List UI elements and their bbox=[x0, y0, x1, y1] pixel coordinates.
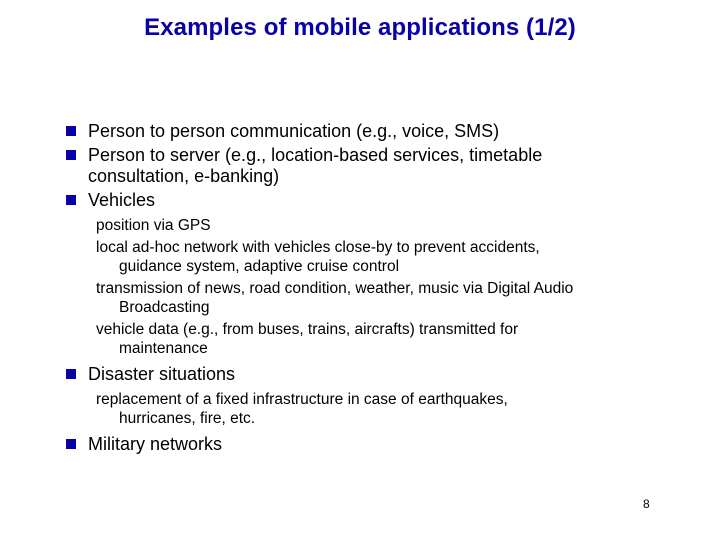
sub-item bbox=[96, 238, 686, 276]
sub-item-text-cont: guidance system, adaptive cruise control bbox=[119, 258, 400, 275]
page-number: 8 bbox=[643, 497, 650, 511]
bullet-list bbox=[66, 121, 686, 455]
bullet-item bbox=[66, 121, 686, 142]
bullet-text-line: consultation, e-banking) bbox=[88, 166, 280, 186]
sub-list bbox=[96, 390, 686, 428]
sub-item-text-cont: Broadcasting bbox=[119, 299, 210, 316]
bullet-text: Person to person communication (e.g., voice, SMS) bbox=[88, 121, 500, 141]
bullet-text: Disaster situations bbox=[88, 364, 236, 384]
slide-title: Examples of mobile applications (1/2) bbox=[144, 14, 576, 41]
sub-item-text: position via GPS bbox=[96, 217, 211, 234]
bullet-text bbox=[88, 145, 686, 187]
square-bullet-icon bbox=[66, 126, 76, 136]
sub-item-text: vehicle data (e.g., from buses, trains, aircrafts) transmitted for bbox=[96, 321, 519, 338]
sub-item bbox=[96, 390, 686, 428]
sub-item bbox=[96, 320, 686, 358]
sub-item bbox=[96, 216, 686, 235]
sub-list bbox=[96, 216, 686, 358]
bullet-text: Military networks bbox=[88, 434, 223, 454]
square-bullet-icon bbox=[66, 369, 76, 379]
sub-item-text-cont: maintenance bbox=[119, 340, 208, 357]
bullet-item bbox=[66, 190, 686, 211]
sub-item-text: replacement of a fixed infrastructure in case of earthquakes, bbox=[96, 391, 508, 408]
square-bullet-icon bbox=[66, 439, 76, 449]
bullet-item bbox=[66, 145, 686, 187]
bullet-text: Vehicles bbox=[88, 190, 156, 210]
bullet-text-line: Person to server (e.g., location-based services, timetable bbox=[88, 145, 543, 165]
square-bullet-icon bbox=[66, 150, 76, 160]
sub-item-text-cont: hurricanes, fire, etc. bbox=[119, 410, 256, 427]
bullet-item bbox=[66, 434, 686, 455]
bullet-item bbox=[66, 364, 686, 385]
sub-item-text: transmission of news, road condition, weather, music via Digital Audio bbox=[96, 280, 574, 297]
square-bullet-icon bbox=[66, 195, 76, 205]
sub-item-text: local ad-hoc network with vehicles close-by to prevent accidents, bbox=[96, 239, 540, 256]
sub-item bbox=[96, 279, 686, 317]
